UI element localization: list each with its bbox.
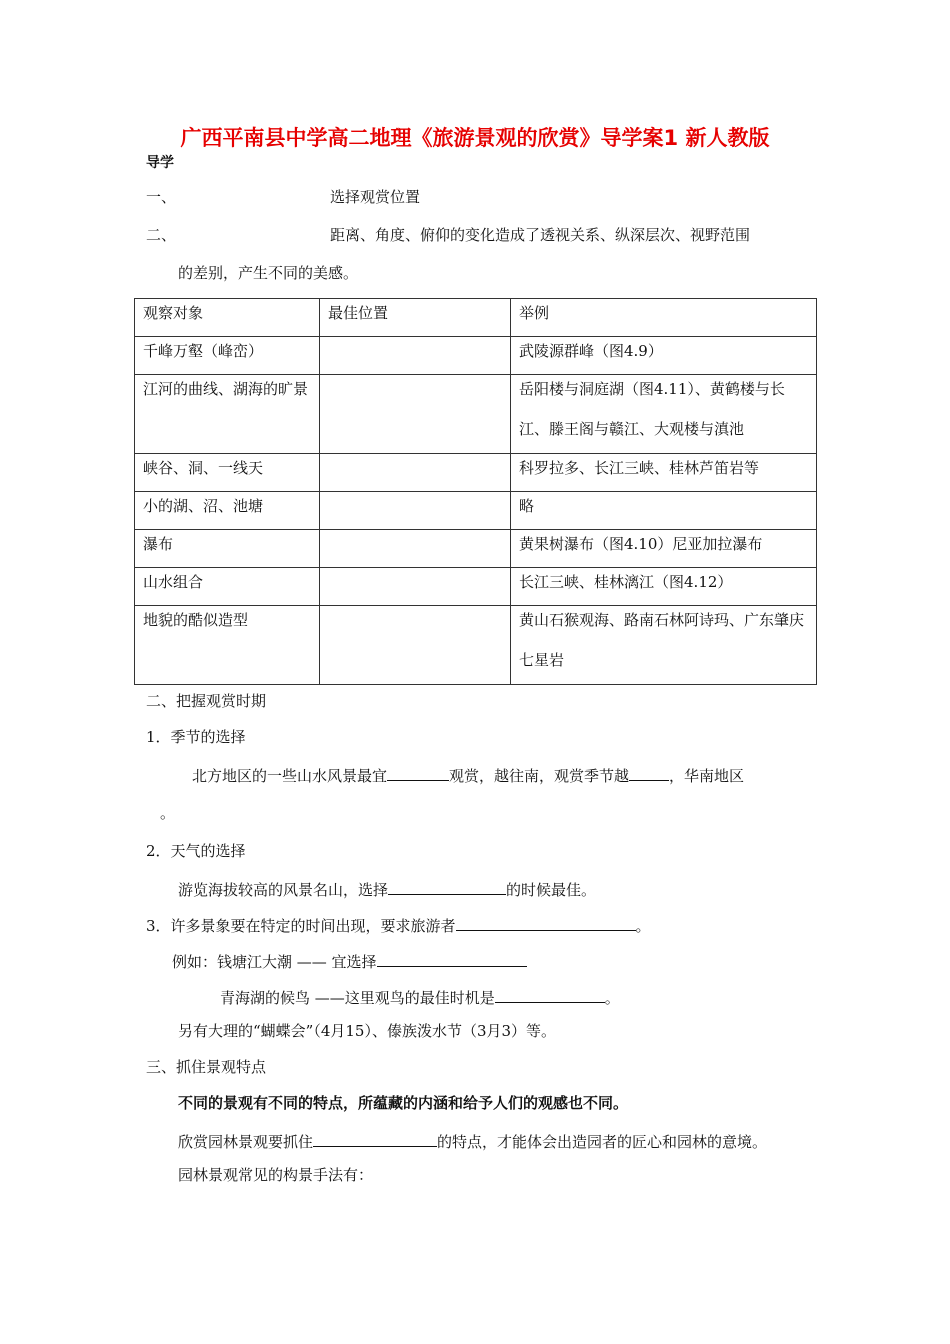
table-cell-position bbox=[320, 454, 511, 492]
observation-table bbox=[134, 298, 817, 685]
fill-blank[interactable] bbox=[313, 1132, 437, 1147]
fill-blank[interactable] bbox=[456, 916, 636, 931]
table-cell-position bbox=[320, 530, 511, 568]
season-line: 北方地区的一些山水风景最宜 观赏，越往南，观赏季节越 ，华南地区 bbox=[192, 767, 745, 785]
weather-heading: 2．天气的选择 bbox=[146, 842, 246, 860]
table-cell-position bbox=[320, 375, 511, 454]
timing-line: 3．许多景象要在特定的时间出现，要求旅游者 。 bbox=[146, 917, 651, 935]
table-cell-example: 岳阳楼与洞庭湖（图4.11）、黄鹤楼与长江、滕王阁与赣江、大观楼与滇池 bbox=[511, 375, 817, 454]
table-row bbox=[135, 375, 817, 454]
example-qiantang: 例如：钱塘江大潮 —— 宜选择 bbox=[172, 952, 527, 970]
table-cell-object: 地貌的酷似造型 bbox=[135, 606, 320, 685]
table-row bbox=[135, 492, 817, 530]
table-row bbox=[135, 337, 817, 375]
table-cell-object: 千峰万壑（峰峦） bbox=[135, 337, 320, 375]
season-heading: 1．季节的选择 bbox=[146, 728, 246, 746]
table-cell-object: 小的湖、沼、池塘 bbox=[135, 492, 320, 530]
table-cell-position bbox=[320, 492, 511, 530]
fill-blank[interactable] bbox=[387, 766, 449, 781]
season-line-end: 。 bbox=[160, 804, 176, 822]
table-cell-position bbox=[320, 606, 511, 685]
table-cell-object: 峡谷、洞、一线天 bbox=[135, 454, 320, 492]
table-header-cell: 观察对象 bbox=[135, 299, 320, 337]
garden-line: 欣赏园林景观要抓住 的特点，才能体会出造园者的匠心和园林的意境。 bbox=[178, 1133, 768, 1151]
fill-blank[interactable] bbox=[629, 766, 669, 781]
section3-heading: 三、抓住景观特点 bbox=[146, 1058, 267, 1076]
table-cell-example: 略 bbox=[511, 492, 817, 530]
table-cell-object: 江河的曲线、湖海的旷景 bbox=[135, 375, 320, 454]
item1-number: 一、 bbox=[146, 188, 177, 206]
table-cell-example: 黄果树瀑布（图4.10）尼亚加拉瀑布 bbox=[511, 530, 817, 568]
section-daoxue: 导学 bbox=[146, 155, 174, 171]
garden-methods: 园林景观常见的构景手法有： bbox=[178, 1166, 374, 1184]
item2-text-line2: 的差别，产生不同的美感。 bbox=[178, 264, 359, 282]
table-cell-example: 武陵源群峰（图4.9） bbox=[511, 337, 817, 375]
other-festivals: 另有大理的“蝴蝶会”（4月15）、傣族泼水节（3月3）等。 bbox=[178, 1022, 557, 1040]
table-row bbox=[135, 454, 817, 492]
table-row bbox=[135, 606, 817, 685]
item2-number: 二、 bbox=[146, 226, 177, 244]
page-title: 广西平南县中学高二地理《旅游景观的欣赏》导学案1 新人教版 bbox=[180, 126, 770, 150]
table-cell-object: 瀑布 bbox=[135, 530, 320, 568]
table-header-cell: 最佳位置 bbox=[320, 299, 511, 337]
section3-bold-line: 不同的景观有不同的特点，所蕴藏的内涵和给予人们的观感也不同。 bbox=[178, 1094, 629, 1112]
fill-blank[interactable] bbox=[377, 952, 527, 967]
fill-blank[interactable] bbox=[388, 880, 506, 895]
table-cell-example: 科罗拉多、长江三峡、桂林芦笛岩等 bbox=[511, 454, 817, 492]
table-cell-example: 长江三峡、桂林漓江（图4.12） bbox=[511, 568, 817, 606]
section2-heading: 二、把握观赏时期 bbox=[146, 692, 267, 710]
table-cell-position bbox=[320, 337, 511, 375]
table-cell-object: 山水组合 bbox=[135, 568, 320, 606]
table-row bbox=[135, 530, 817, 568]
table-cell-example: 黄山石猴观海、路南石林阿诗玛、广东肇庆七星岩 bbox=[511, 606, 817, 685]
item2-text-line1: 距离、角度、俯仰的变化造成了透视关系、纵深层次、视野范围 bbox=[330, 226, 751, 244]
table-header-cell: 举例 bbox=[511, 299, 817, 337]
fill-blank[interactable] bbox=[495, 988, 605, 1003]
table-header-row bbox=[135, 299, 817, 337]
table-row bbox=[135, 568, 817, 606]
item1-text: 选择观赏位置 bbox=[330, 188, 421, 206]
table-cell-position bbox=[320, 568, 511, 606]
weather-line: 游览海拔较高的风景名山，选择 的时候最佳。 bbox=[178, 881, 597, 899]
example-qinghai: 青海湖的候鸟 ——这里观鸟的最佳时机是 。 bbox=[220, 989, 620, 1007]
